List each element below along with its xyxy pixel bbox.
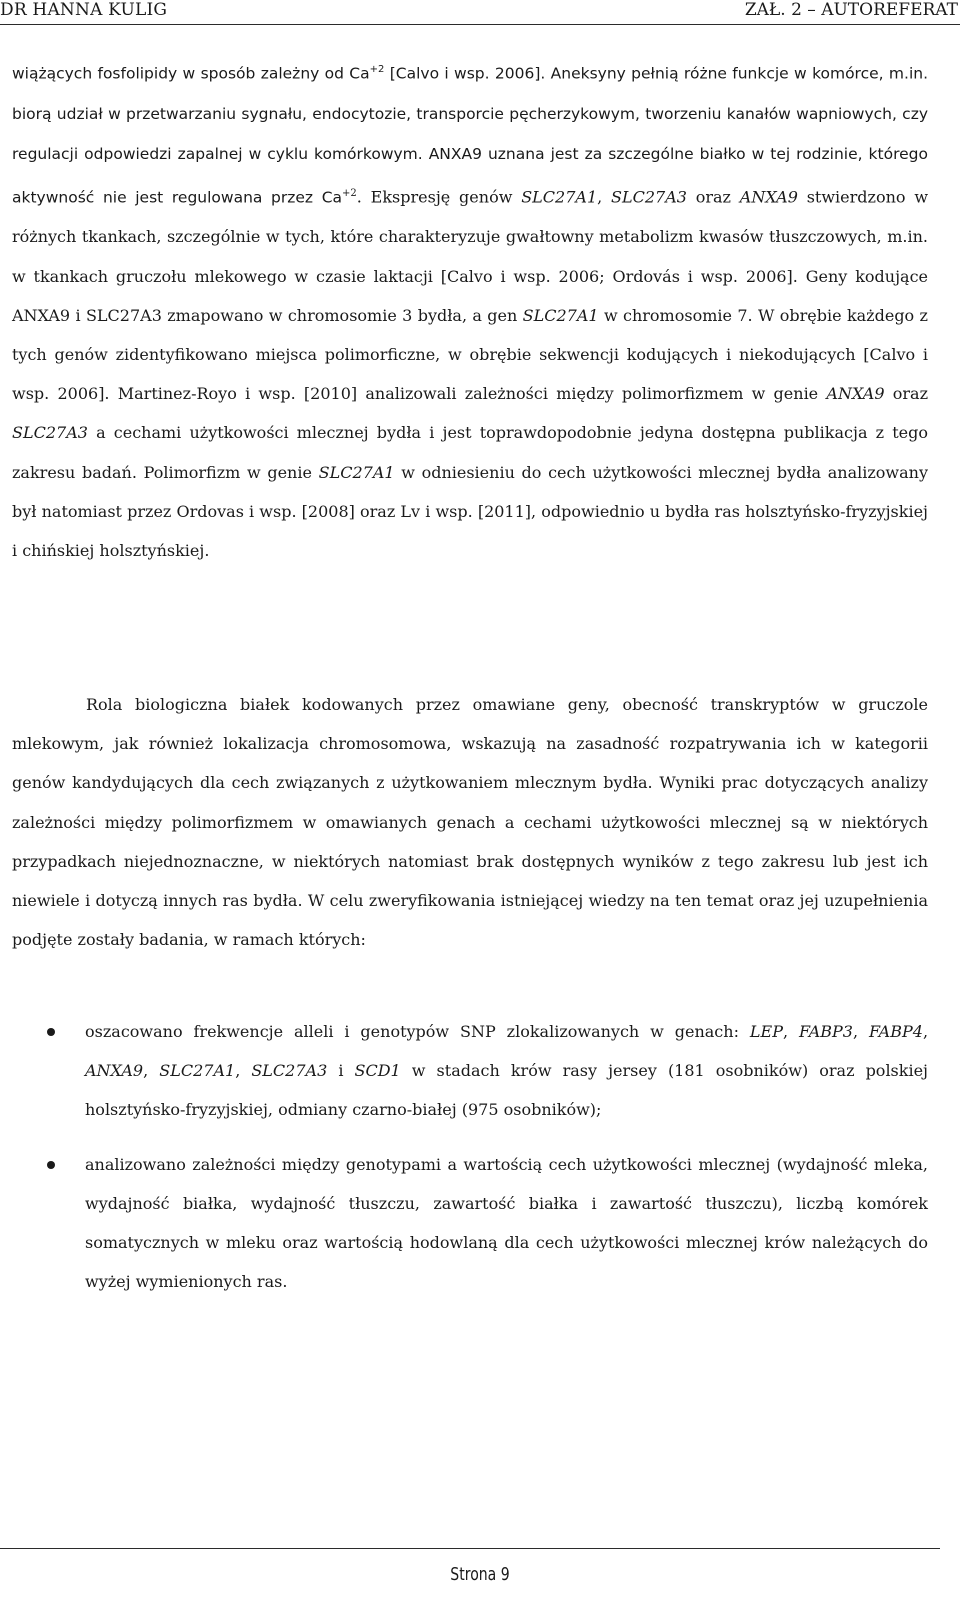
text-run: w stadach krów rasy jersey (181 osobników) oraz polskiej holsztyńsko-fryzyjskiej, odmiany czarno-białej (975 osobników); bbox=[85, 1061, 929, 1120]
text-run: analizowano zależności między genotypami a wartością cech użytkowości mlecznej (wydajność mleka, wydajność białka, wydajność tłuszczu, zawartość białka i zawartość tłuszczu), liczbą komórek somatycznych w mleku oraz wartością hodowlaną dla cech użytkowości mlecznej krów należących do wyżej wymienionych ras. bbox=[85, 1154, 928, 1292]
paragraph-rationale bbox=[12, 685, 928, 959]
gene-name: SCD1 bbox=[354, 1061, 401, 1081]
text-run: , bbox=[852, 1022, 869, 1041]
gene-name: ANXA9 bbox=[826, 384, 885, 404]
text-run: w odniesieniu do cech użytkowości mlecznej bydła analizowany był natomiast przez Ordovas i wsp. [2008] oraz Lv i wsp. [2011], odpowiednio u bydła ras holsztyńsko-fryzyjskiej i chińskiej holsztyńskiej. bbox=[12, 462, 929, 561]
gene-name: ANXA9 bbox=[85, 1061, 144, 1081]
text-run: wiążących fosfolipidy w sposób zależny od Ca bbox=[12, 64, 370, 83]
header-author: DR HANNA KULIG bbox=[0, 0, 168, 20]
text-run: oraz bbox=[884, 384, 929, 404]
bullet-icon bbox=[47, 1028, 55, 1036]
text-run: stwierdzono w różnych tkankach, szczególnie w tych, które charakteryzuje gwałtowny metabolizm kwasów tłuszczowych, m.in. w tkankach gruczołu mlekowego w czasie laktacji [Calvo i wsp. 2006; Ordovás i wsp. 2006]. Geny kodujące ANXA9 i SLC27A3 zmapowano w chromosomie 3 bydła, a gen bbox=[12, 187, 929, 325]
paragraph-text: Rola biologiczna białek kodowanych przez omawiane geny, obecność transkryptów w gruczole mlekowym, jak również lokalizacja chromosomowa, wskazują na zasadność rozpatrywania ich w kategorii genów kandydujących dla cech związanych z użytkowaniem mlecznym bydła. Wyniki prac dotyczących analizy zależności między polimorfizmem w omawianych genach a cechami użytkowości mlecznej są w niektórych przypadkach niejednoznaczne, w niektórych natomiast brak dostępnych wyników z tego zakresu lub jest ich niewiele i dotyczą innych ras bydła. W celu zweryfikowania istniejącej wiedzy na ten temat oraz jej uzupełnienia podjęte zostały badania, w ramach których: bbox=[12, 695, 928, 950]
text-run: , bbox=[922, 1022, 929, 1041]
gene-name: SLC27A1 bbox=[159, 1061, 236, 1081]
text-run: oraz bbox=[686, 187, 740, 207]
gene-name: SLC27A3 bbox=[251, 1061, 328, 1081]
list-item bbox=[12, 1012, 928, 1130]
superscript: +2 bbox=[342, 187, 357, 199]
gene-name: SLC27A1 bbox=[521, 187, 598, 207]
page-footer bbox=[0, 1548, 960, 1601]
paragraph-text bbox=[12, 50, 928, 570]
gene-name: LEP bbox=[749, 1022, 783, 1041]
gene-name: ANXA9 bbox=[739, 187, 798, 207]
page-number: Strona 9 bbox=[450, 1564, 510, 1585]
gene-name: FABP3 bbox=[798, 1022, 853, 1041]
text-run: , bbox=[235, 1061, 252, 1081]
gene-name: SLC27A3 bbox=[12, 423, 88, 443]
text-run: , bbox=[597, 187, 612, 207]
header-section: ZAŁ. 2 – AUTOREFERAT bbox=[744, 0, 958, 20]
gene-name: FABP4 bbox=[868, 1022, 923, 1041]
text-run: i bbox=[327, 1061, 355, 1081]
text-run: . Ekspresję genów bbox=[356, 187, 522, 207]
superscript: +2 bbox=[369, 64, 385, 75]
list-item bbox=[12, 1145, 928, 1302]
header-divider bbox=[0, 24, 960, 25]
bullet-icon bbox=[47, 1161, 55, 1169]
page-header bbox=[0, 0, 960, 24]
gene-name: SLC27A1 bbox=[522, 305, 599, 325]
text-run: a cechami użytkowości mlecznej bydła i jest toprawdopodobnie jedyna dostępna publikacja z tego zakresu badań. Polimorfizm w genie bbox=[12, 423, 928, 482]
text-run: [Calvo i wsp. 2006]. Aneksyny pełnią różne funkcje w komórce, m.in. biorą udział w przetwarzaniu sygnału, endocytozie, transporcie pęcherzykowym, tworzeniu kanałów wapniowych, czy regulacji odpowiedzi zapalnej w cyklu komórkowym. ANXA9 uznana jest za szczególne białko w tej rodzinie, którego aktywność nie jest regulowana przez Ca bbox=[12, 64, 928, 207]
footer-divider bbox=[0, 1548, 940, 1549]
paragraph-annexins bbox=[12, 50, 928, 570]
gene-name: SLC27A1 bbox=[318, 462, 395, 482]
research-tasks-list bbox=[12, 1012, 928, 1316]
text-run: w chromosomie 7. W obrębie każdego z tych genów zidentyfikowano miejsca polimorficzne, w obrębie sekwencji kodujących i niekodujących [Calvo i wsp. 2006]. Martinez-Royo i wsp. [2010] analizowali zależności między polimorfizmem w genie bbox=[12, 305, 928, 404]
text-run: , bbox=[143, 1061, 160, 1081]
gene-name: SLC27A3 bbox=[611, 187, 687, 207]
text-run: oszacowano frekwencje alleli i genotypów SNP zlokalizowanych w genach: bbox=[85, 1022, 750, 1041]
text-run: , bbox=[782, 1022, 799, 1041]
